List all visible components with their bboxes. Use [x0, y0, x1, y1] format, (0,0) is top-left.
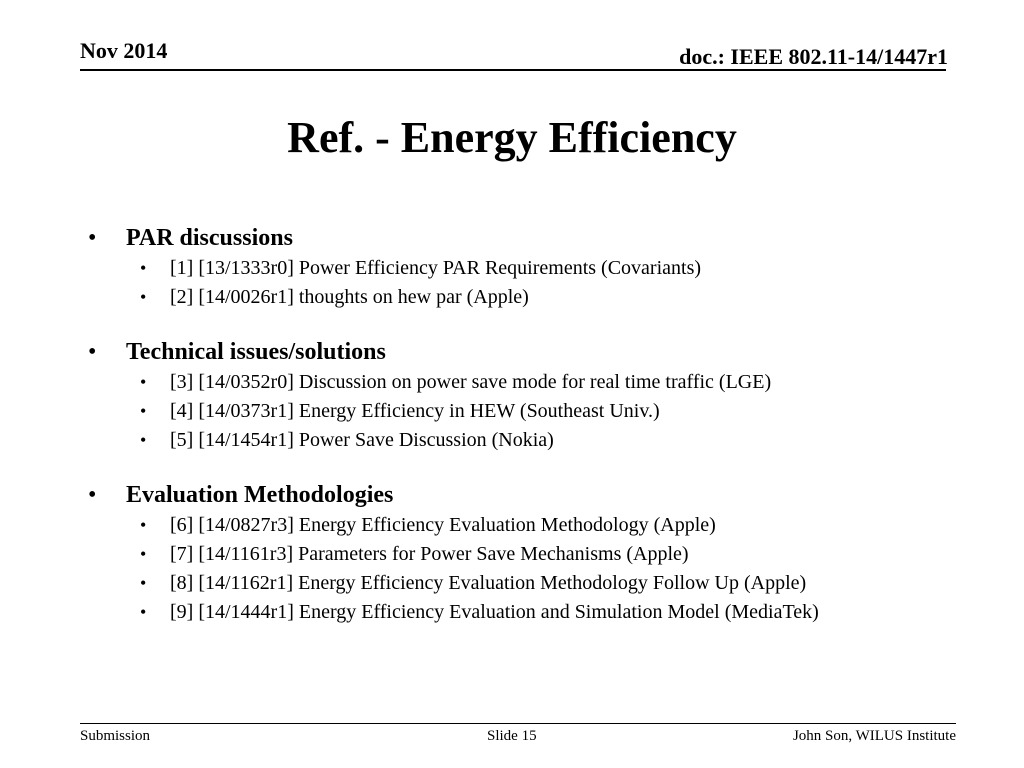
- reference-text: [1] [13/1333r0] Power Efficiency PAR Requirements (Covariants): [170, 257, 702, 279]
- reference-text: [9] [14/1444r1] Energy Efficiency Evaluation and Simulation Model (MediaTek): [170, 601, 819, 623]
- list-item: [88, 254, 968, 283]
- footer-slide-number: Slide 15: [487, 728, 537, 744]
- reference-text: [8] [14/1162r1] Energy Efficiency Evaluation Methodology Follow Up (Apple): [170, 572, 807, 594]
- footer-submission: Submission: [80, 728, 151, 744]
- section-heading: [88, 336, 968, 368]
- header-date: Nov 2014: [80, 38, 168, 63]
- slide-body: [88, 222, 968, 651]
- reference-text: [7] [14/1161r3] Parameters for Power Save Mechanisms (Apple): [170, 543, 689, 565]
- bullet-icon: •: [140, 372, 147, 392]
- reference-text: [2] [14/0026r1] thoughts on hew par (Apple): [170, 286, 529, 308]
- list-item: [88, 283, 968, 312]
- bullet-icon: •: [140, 602, 147, 622]
- header-divider: [80, 69, 946, 71]
- section-heading-text: Evaluation Methodologies: [126, 482, 394, 508]
- bullet-icon: •: [140, 430, 147, 450]
- bullet-icon: •: [140, 401, 147, 421]
- header-doc-id: doc.: IEEE 802.11-14/1447r1: [679, 44, 948, 69]
- list-item: [88, 569, 968, 598]
- list-item: [88, 540, 968, 569]
- list-item: [88, 368, 968, 397]
- list-item: [88, 397, 968, 426]
- reference-text: [5] [14/1454r1] Power Save Discussion (Nokia): [170, 429, 554, 451]
- reference-text: [6] [14/0827r3] Energy Efficiency Evaluation Methodology (Apple): [170, 514, 716, 536]
- section-technical-issues: [88, 336, 968, 455]
- bullet-icon: •: [88, 225, 97, 251]
- list-item: [88, 426, 968, 455]
- section-heading-text: Technical issues/solutions: [126, 339, 386, 365]
- bullet-icon: •: [140, 515, 147, 535]
- section-heading-text: PAR discussions: [126, 225, 293, 251]
- bullet-icon: •: [140, 573, 147, 593]
- reference-text: [4] [14/0373r1] Energy Efficiency in HEW (Southeast Univ.): [170, 400, 660, 422]
- section-par-discussions: [88, 222, 968, 312]
- bullet-icon: •: [88, 482, 97, 508]
- bullet-icon: •: [140, 544, 147, 564]
- footer-divider: [80, 723, 956, 724]
- bullet-icon: •: [88, 339, 97, 365]
- list-item: [88, 598, 968, 627]
- slide-title: Ref. - Energy Efficiency: [287, 113, 737, 162]
- section-heading: [88, 479, 968, 511]
- bullet-icon: •: [140, 287, 147, 307]
- reference-text: [3] [14/0352r0] Discussion on power save mode for real time traffic (LGE): [170, 371, 772, 393]
- section-evaluation-methodologies: [88, 479, 968, 627]
- footer-author: John Son, WILUS Institute: [792, 728, 956, 744]
- bullet-icon: •: [140, 258, 147, 278]
- section-heading: [88, 222, 968, 254]
- list-item: [88, 511, 968, 540]
